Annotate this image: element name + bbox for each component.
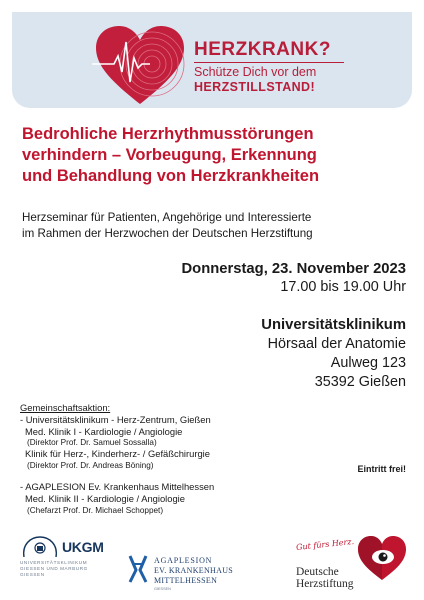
banner-subtitle-2: HERZSTILLSTAND! [194,80,316,94]
banner-divider [194,62,344,63]
venue-street: Aulweg 123 [330,355,406,371]
title-line: Bedrohliche Herzrhythmusstörungen [22,125,314,143]
event-date: Donnerstag, 23. November 2023 [181,261,406,277]
heart-ecg-icon [92,20,188,110]
ukgm-wordmark: UKGM [62,539,104,555]
ukgm-emblem-icon [20,535,60,561]
page-title [22,124,412,187]
ukgm-subtext [20,560,88,578]
venue-address [261,316,406,392]
partner-line: Med. Klinik II - Kardiologie / Angiologie [25,492,185,504]
ukgm-logo [20,533,130,577]
partner-line: (Chefarzt Prof. Dr. Michael Schoppet) [27,505,164,515]
title-line: verhindern – Vorbeugung, Erkennung [22,146,317,164]
partner-line: Klinik für Herz-, Kinderherz- / Gefäßchirurgie [25,448,210,460]
partner-line: - Universitätsklinikum - Herz-Zentrum, Gießen [20,413,211,425]
agaplesion-cross-icon [126,554,150,584]
title-line: und Behandlung von Herzkrankheiten [22,167,320,185]
event-time: 17.00 bis 19.00 Uhr [280,279,406,295]
free-entry-note: Eintritt frei! [357,464,406,474]
joint-action [20,402,320,516]
herzstiftung-name [296,566,353,590]
herzstiftung-name-line: Herzstiftung [296,578,354,590]
agaplesion-text [154,556,276,592]
partner-line: - AGAPLESION Ev. Krankenhaus Mittelhessen [20,481,215,493]
ukgm-subtext-line: UNIVERSITÄTSKLINIKUM [20,560,88,565]
joint-action-heading: Gemeinschaftsaktion: [20,402,111,413]
banner-title: HERZKRANK? [194,39,331,60]
subtitle-line: Herzseminar für Patienten, Angehörige und Interessierte [22,211,312,224]
venue-room: Hörsaal der Anatomie [267,336,406,352]
agaplesion-city: GIESSEN [154,587,171,591]
herzstiftung-logo [294,532,414,598]
venue-name: Universitätsklinikum [261,317,406,333]
agaplesion-logo [126,552,276,592]
partner-line: (Direktor Prof. Dr. Andreas Böning) [27,461,154,471]
subtitle [22,210,412,242]
banner-subtitle-1: Schütze Dich vor dem [194,65,317,79]
event-datetime [181,260,406,296]
subtitle-line: im Rahmen der Herzwochen der Deutschen Herzstiftung [22,227,313,240]
herzstiftung-name-line: Deutsche [296,566,339,578]
ukgm-subtext-line: GIESSEN UND MARBURG [20,566,88,571]
agaplesion-hospital: EV. KRANKENHAUS MITTELHESSEN [154,566,234,585]
ukgm-subtext-line: GIESSEN [20,572,45,577]
venue-city: 35392 Gießen [314,374,406,390]
herzstiftung-slogan: Gut fürs Herz. [295,536,355,553]
header-banner [12,12,412,108]
partner-line: (Direktor Prof. Dr. Samuel Sossalla) [27,438,157,448]
herzstiftung-heart-icon [356,534,408,582]
banner-text [194,40,354,95]
agaplesion-name: AGAPLESION [154,556,213,565]
partner-line: Med. Klinik I - Kardiologie / Angiologie [25,425,183,437]
